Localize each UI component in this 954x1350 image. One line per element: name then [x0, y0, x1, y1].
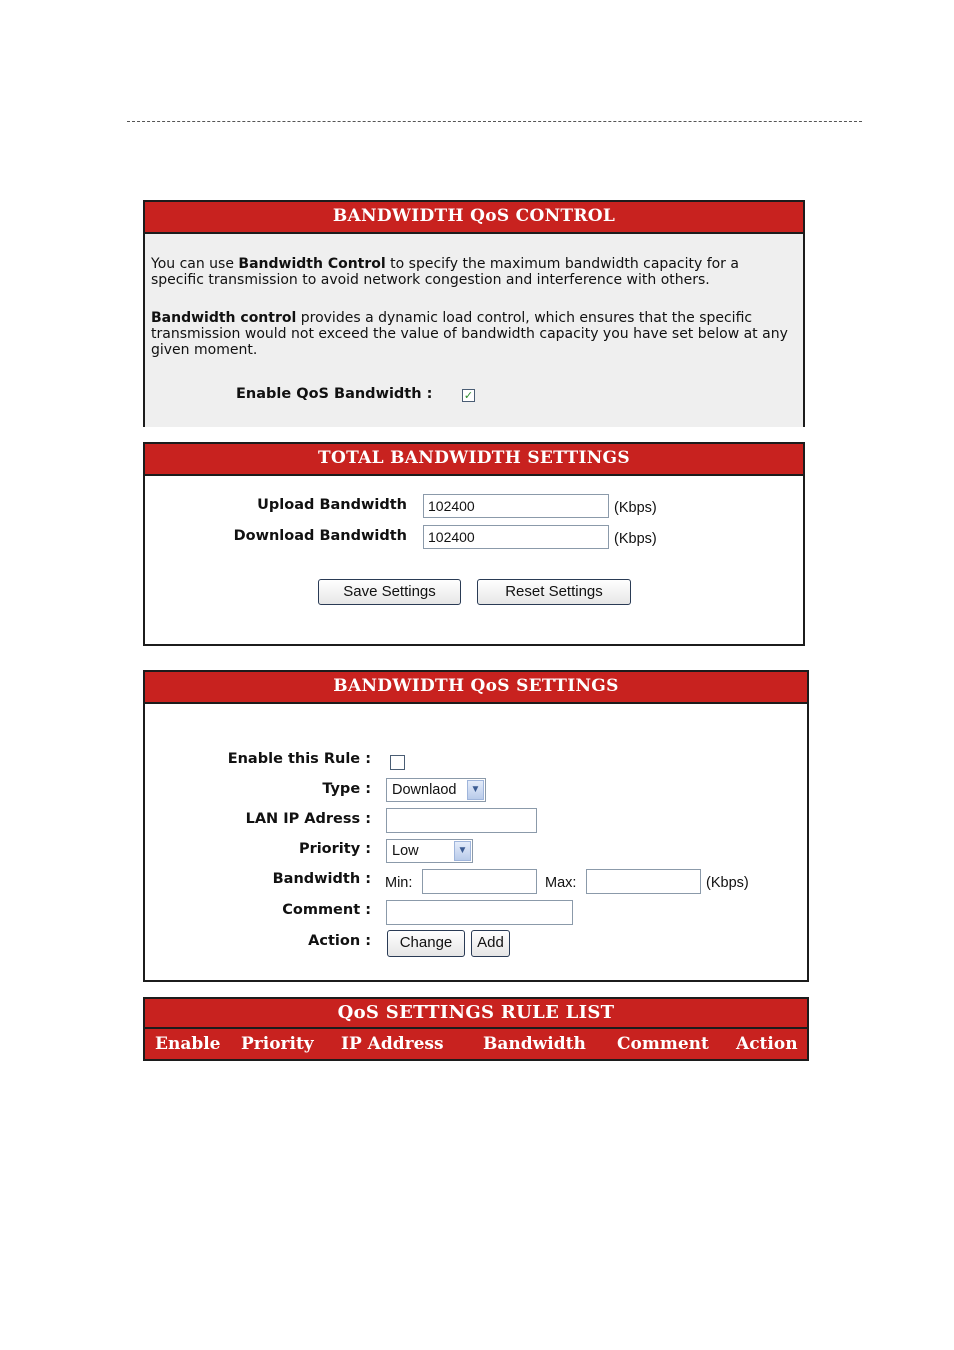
qos-control-description-2 — [151, 310, 796, 358]
upload-unit: (Kbps) — [614, 500, 657, 516]
min-bandwidth-input[interactable] — [422, 869, 537, 894]
rule-list-title: QoS SETTINGS RULE LIST — [145, 999, 807, 1029]
rule-list-header-row — [145, 1029, 807, 1059]
column-header-action: Action — [736, 1034, 798, 1054]
column-header-ip-address: IP Address — [341, 1034, 444, 1054]
bandwidth-unit: (Kbps) — [706, 875, 749, 891]
comment-label: Comment : — [282, 902, 371, 918]
desc1-bold: Bandwidth Control — [238, 256, 386, 272]
qos-settings-title: BANDWIDTH QoS SETTINGS — [145, 672, 807, 704]
column-header-enable: Enable — [155, 1034, 221, 1054]
total-bandwidth-title: TOTAL BANDWIDTH SETTINGS — [145, 444, 803, 476]
qos-settings-panel — [143, 670, 809, 982]
download-bandwidth-input[interactable]: 102400 — [423, 525, 609, 549]
type-label: Type : — [322, 781, 371, 797]
save-settings-button[interactable]: Save Settings — [318, 579, 461, 605]
rule-list-panel — [143, 997, 809, 1061]
type-select[interactable] — [386, 778, 486, 802]
bandwidth-label: Bandwidth : — [272, 871, 371, 887]
column-header-comment: Comment — [617, 1034, 709, 1054]
action-label: Action : — [308, 933, 371, 949]
lan-ip-label: LAN IP Adress : — [245, 811, 371, 827]
qos-control-panel — [143, 200, 805, 427]
max-label: Max: — [545, 875, 577, 891]
reset-settings-button[interactable]: Reset Settings — [477, 579, 631, 605]
desc1-rest: to specify the maximum bandwidth capacity for a specific transmission to avoid network congestion and interference with others. — [151, 256, 739, 288]
priority-select[interactable] — [386, 839, 473, 863]
qos-control-body — [145, 234, 803, 427]
desc2-bold: Bandwidth control — [151, 310, 297, 326]
total-bandwidth-panel — [143, 442, 805, 646]
add-button[interactable]: Add — [471, 930, 510, 957]
type-selected-value: Downlaod — [392, 782, 457, 798]
desc1-prefix: You can use — [151, 256, 239, 272]
chevron-down-icon: ▼ — [467, 780, 484, 800]
priority-selected-value: Low — [392, 843, 419, 859]
change-button[interactable]: Change — [387, 930, 465, 957]
download-bandwidth-label: Download Bandwidth — [233, 528, 407, 544]
enable-rule-label: Enable this Rule : — [227, 751, 371, 767]
qos-control-description-1 — [151, 256, 796, 288]
max-bandwidth-input[interactable] — [586, 869, 701, 894]
enable-rule-checkbox[interactable] — [390, 755, 405, 770]
enable-qos-checkbox[interactable] — [462, 389, 475, 402]
qos-control-title: BANDWIDTH QoS CONTROL — [145, 202, 803, 234]
desc2-rest: provides a dynamic load control, which ensures that the specific transmission would not exceed the value of bandwidth capacity you have set below at any given moment. — [151, 310, 788, 358]
check-mark-icon: ✓ — [463, 389, 474, 402]
column-header-priority: Priority — [241, 1034, 314, 1054]
download-unit: (Kbps) — [614, 531, 657, 547]
upload-bandwidth-input[interactable]: 102400 — [423, 494, 609, 518]
comment-input[interactable] — [386, 900, 573, 925]
min-label: Min: — [385, 875, 413, 891]
page-divider — [127, 121, 862, 122]
upload-bandwidth-label: Upload Bandwidth — [257, 497, 407, 513]
enable-qos-label: Enable QoS Bandwidth : — [236, 386, 433, 402]
chevron-down-icon: ▼ — [454, 841, 471, 861]
lan-ip-input[interactable] — [386, 808, 537, 833]
priority-label: Priority : — [298, 841, 371, 857]
column-header-bandwidth: Bandwidth — [483, 1034, 586, 1054]
